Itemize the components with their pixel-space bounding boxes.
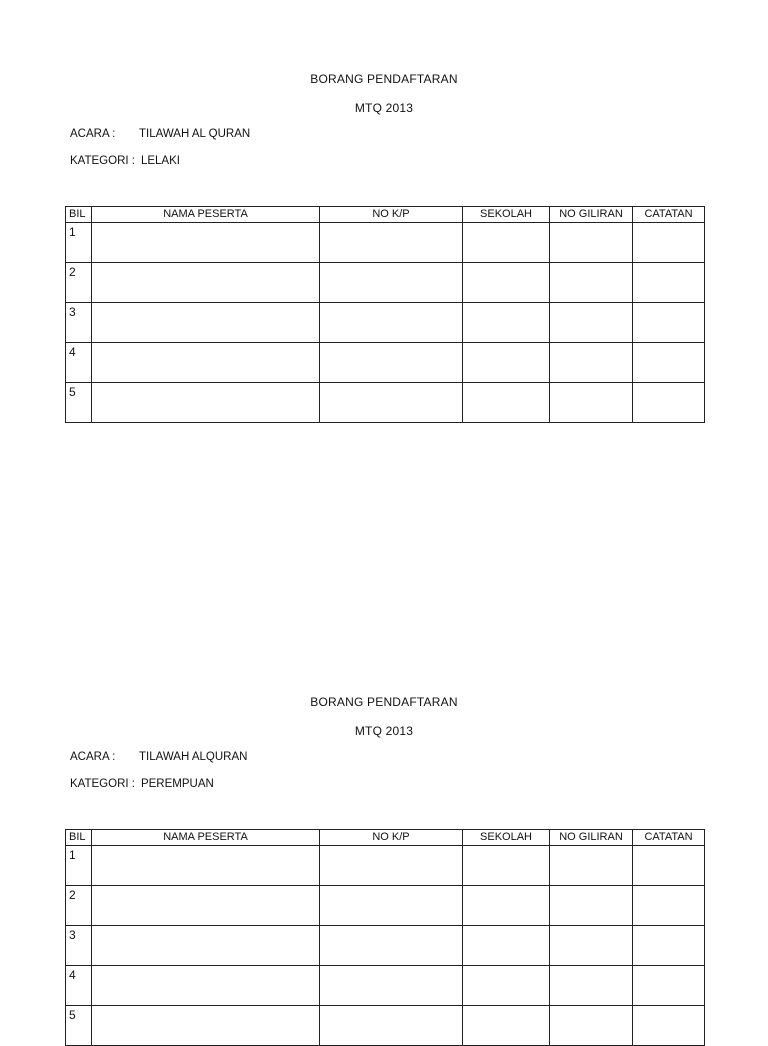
row-number: 3: [66, 926, 92, 966]
nama-peserta-cell[interactable]: [92, 383, 320, 423]
no-giliran-cell[interactable]: [550, 886, 633, 926]
no-kp-cell[interactable]: [320, 383, 463, 423]
sekolah-cell[interactable]: [463, 303, 550, 343]
catatan-cell[interactable]: [633, 263, 705, 303]
acara-label: ACARA :: [70, 751, 116, 763]
no-giliran-cell[interactable]: [550, 343, 633, 383]
no-kp-cell[interactable]: [320, 223, 463, 263]
no-giliran-cell[interactable]: [550, 383, 633, 423]
table-header-row: [66, 830, 705, 846]
nama-peserta-cell[interactable]: [92, 966, 320, 1006]
column-header-nama-peserta: NAMA PESERTA: [92, 830, 320, 846]
catatan-cell[interactable]: [633, 383, 705, 423]
catatan-cell[interactable]: [633, 846, 705, 886]
acara-label: ACARA :: [70, 128, 116, 140]
sekolah-cell[interactable]: [463, 926, 550, 966]
no-giliran-cell[interactable]: [550, 223, 633, 263]
table-row: [66, 846, 705, 886]
column-header-bil: BIL: [66, 830, 92, 846]
no-kp-cell[interactable]: [320, 846, 463, 886]
nama-peserta-cell[interactable]: [92, 846, 320, 886]
nama-peserta-cell[interactable]: [92, 343, 320, 383]
registration-table: [65, 829, 705, 1046]
row-number: 4: [66, 343, 92, 383]
nama-peserta-cell[interactable]: [92, 886, 320, 926]
catatan-cell[interactable]: [633, 886, 705, 926]
kategori-value: LELAKI: [140, 155, 180, 167]
table-row: [66, 303, 705, 343]
catatan-cell[interactable]: [633, 303, 705, 343]
table-row: [66, 263, 705, 303]
acara-row: [70, 128, 250, 140]
table-row: [66, 343, 705, 383]
nama-peserta-cell[interactable]: [92, 1006, 320, 1046]
table-row: [66, 886, 705, 926]
catatan-cell[interactable]: [633, 966, 705, 1006]
column-header-no-giliran: NO GILIRAN: [550, 207, 633, 223]
form-title: BORANG PENDAFTARAN: [310, 695, 458, 709]
column-header-sekolah: SEKOLAH: [463, 207, 550, 223]
row-number: 3: [66, 303, 92, 343]
acara-row: [70, 751, 247, 763]
form-subtitle: MTQ 2013: [354, 101, 414, 115]
kategori-row: [70, 778, 214, 790]
no-giliran-cell[interactable]: [550, 846, 633, 886]
column-header-no-giliran: NO GILIRAN: [550, 830, 633, 846]
sekolah-cell[interactable]: [463, 966, 550, 1006]
table-row: [66, 383, 705, 423]
column-header-catatan: CATATAN: [633, 830, 705, 846]
row-number: 1: [66, 846, 92, 886]
no-giliran-cell[interactable]: [550, 263, 633, 303]
column-header-bil: BIL: [66, 207, 92, 223]
sekolah-cell[interactable]: [463, 886, 550, 926]
table-row: [66, 223, 705, 263]
no-kp-cell[interactable]: [320, 886, 463, 926]
row-number: 2: [66, 886, 92, 926]
catatan-cell[interactable]: [633, 1006, 705, 1046]
nama-peserta-cell[interactable]: [92, 223, 320, 263]
kategori-value: PEREMPUAN: [140, 778, 214, 790]
acara-value: TILAWAH AL QURAN: [139, 128, 251, 140]
no-giliran-cell[interactable]: [550, 303, 633, 343]
sekolah-cell[interactable]: [463, 383, 550, 423]
table-header-row: [66, 207, 705, 223]
row-number: 1: [66, 223, 92, 263]
kategori-label: KATEGORI :: [70, 778, 135, 790]
kategori-row: [70, 155, 180, 167]
catatan-cell[interactable]: [633, 343, 705, 383]
form-title: BORANG PENDAFTARAN: [310, 72, 458, 86]
row-number: 4: [66, 966, 92, 1006]
column-header-catatan: CATATAN: [633, 207, 705, 223]
no-kp-cell[interactable]: [320, 1006, 463, 1046]
no-giliran-cell[interactable]: [550, 1006, 633, 1046]
sekolah-cell[interactable]: [463, 343, 550, 383]
form-subtitle: MTQ 2013: [354, 724, 414, 738]
column-header-nama-peserta: NAMA PESERTA: [92, 207, 320, 223]
nama-peserta-cell[interactable]: [92, 263, 320, 303]
row-number: 5: [66, 1006, 92, 1046]
no-giliran-cell[interactable]: [550, 926, 633, 966]
sekolah-cell[interactable]: [463, 1006, 550, 1046]
sekolah-cell[interactable]: [463, 263, 550, 303]
no-kp-cell[interactable]: [320, 263, 463, 303]
table-row: [66, 1006, 705, 1046]
row-number: 5: [66, 383, 92, 423]
sekolah-cell[interactable]: [463, 846, 550, 886]
table-row: [66, 926, 705, 966]
table-row: [66, 966, 705, 1006]
no-kp-cell[interactable]: [320, 926, 463, 966]
catatan-cell[interactable]: [633, 223, 705, 263]
sekolah-cell[interactable]: [463, 223, 550, 263]
no-kp-cell[interactable]: [320, 966, 463, 1006]
column-header-sekolah: SEKOLAH: [463, 830, 550, 846]
no-kp-cell[interactable]: [320, 343, 463, 383]
acara-value: TILAWAH ALQURAN: [139, 751, 248, 763]
no-giliran-cell[interactable]: [550, 966, 633, 1006]
column-header-no-kp: NO K/P: [320, 830, 463, 846]
registration-table: [65, 206, 705, 423]
nama-peserta-cell[interactable]: [92, 303, 320, 343]
no-kp-cell[interactable]: [320, 303, 463, 343]
catatan-cell[interactable]: [633, 926, 705, 966]
column-header-no-kp: NO K/P: [320, 207, 463, 223]
kategori-label: KATEGORI :: [70, 155, 135, 167]
row-number: 2: [66, 263, 92, 303]
nama-peserta-cell[interactable]: [92, 926, 320, 966]
